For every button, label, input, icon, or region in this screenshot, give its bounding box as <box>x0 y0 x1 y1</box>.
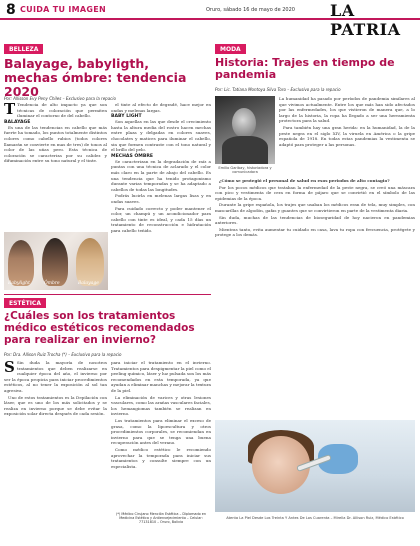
belleza-para5: Podrás lucirla en melenas largas lisas y en ondas suaves. <box>111 193 211 204</box>
model-babylight <box>8 240 34 286</box>
moda-para6: Mientras tanto, evita aumentar tu cuidado en casa, lava tu ropa con frecuencia, protégete y protege a los demás. <box>215 226 415 238</box>
moda-para3: Por los pocos médicos que trataban la enfermedad de la peste negra, se creó una máscara con pico y vestimenta de cera en forma de pájaro que se convirtió en el símbolo de las epidemias de la época. <box>215 184 415 201</box>
belleza-col1 <box>4 102 107 230</box>
estetica-para4: La eliminación de varices y otras lesiones vasculares, como las arañas vasculares faciales, los hemangiomas también se realizan en invierno. <box>111 394 211 417</box>
model-ombre <box>42 238 68 286</box>
section-divider <box>4 294 211 295</box>
estetica-para3: para iniciar el tratamiento en el invierno. Tratamientos para despigmentar la piel como el peeling químico, láser y luz pulsada son los más recomendados en esta temporada, ya que ayudan a eliminar manchas y mejorar la textura de la piel. <box>111 360 211 393</box>
estetica-col1 <box>4 360 107 542</box>
moda-para2: ¿Cómo se protegió el personal de salud en esos periodos de alto contagio? <box>219 178 390 183</box>
belleza-intro: Tendencia de alto impacto ya que son técnicas de coloración que permiten iluminar el contorno de del cabello. <box>17 102 107 119</box>
photo-label-ombre: Ómbre <box>44 281 60 286</box>
estetica-para2: Uno de estos tratamientos es la Depilación con láser, que es uno de los más solicitados y se realiza en invierno porque se debe evitar la exposición solar directa después de cada sesión. <box>4 394 107 417</box>
model-balayage <box>76 238 104 286</box>
estetica-para1: Sin duda la mayoría de nosotros tratamientos que deben realizarse en cualquier época del año, el invierno por ser la época propicia para iniciar procedimientos estéticos, al no tener la exposición al sol tan agresiva. <box>4 360 107 393</box>
section-tag-belleza: BELLEZA <box>4 44 43 54</box>
estetica-credits: (*) Médico Cirujano Mención Estética – Diplomado en Medicina Estética y Antienvejecimiento – Celular: 77131810 – Oruro, Bolivia <box>115 512 206 525</box>
cosmetic-treatment-photo <box>215 420 415 512</box>
historian-face <box>232 108 256 138</box>
estetica-byline: Por: Dra. Allison Ruiz Trocha (*) – Exclusivo para la repacio <box>4 352 122 357</box>
photo-label-balayage: Balayage <box>78 281 99 286</box>
belleza-headline: Balayage, babyligth, mechas ómbre: tendencia 2020 <box>4 56 187 99</box>
belleza-para4: Se caracterizan en la degradación de raíz a puntas con una técnica de aclarado y el color más claro en la parte de abajo del cabello. Es una tendencia que ha tenido protagonismo durante varias temporadas y se ha adaptado a cabellos de todas las longitudes. <box>111 158 211 192</box>
moda-para4: Durante la gripe española, los trajes que usaban los médicos eran de tela, muy simples, con mascarillas de algodón, gafas y guantes que se convirtieron en parte de la vestimenta diaria. <box>215 202 415 213</box>
estetica-para6: Como médico estético le recomiendo aprovechar la temporada para iniciar sus tratamientos y consulte siempre con un especialista. <box>111 446 211 469</box>
dropcap: T <box>4 102 16 118</box>
section-tag-moda: MODA <box>215 44 246 54</box>
moda-col-right <box>279 96 415 178</box>
estetica-para5: Los tratamientos para eliminar el exceso de grasa, como la lipoescultura y otros procedimientos corporales, se recomiendan en invierno para que se tenga una buena recuperación antes del verano. <box>111 417 211 446</box>
belleza-para3: Son aquellas en las que desde el crecimiento hasta la altura media del rostro hacen mechas entre plaza y delgadas en colores suaves, chocolates y matices para iluminar el cabello, sin que formen contraste con el tono natural y el brillo del pelo. <box>111 119 211 153</box>
section-title: CUIDA TU IMAGEN <box>20 5 107 14</box>
issue-date: Oruro, sábado 16 de mayo de 2020 <box>206 7 295 13</box>
moda-headline: Historia: Trajes en tiempo de pandemia <box>215 56 395 82</box>
estetica-headline: ¿Cuáles son los tratamientos médico estéticos recomendados para realizar en invierno? <box>4 310 195 346</box>
moda-byline: Por: Lic. Tatiana Montoya Silva Toro – Exclusivo para la repacio <box>215 87 341 92</box>
newspaper-logo: LA PATRIA <box>330 1 401 39</box>
belleza-col2 <box>111 102 211 290</box>
belleza-sub-balayage: BALAYAGE <box>4 119 31 125</box>
page-number: 8 <box>6 2 16 18</box>
moda-col-full <box>215 178 415 360</box>
belleza-byline: Por: Allisson Evy Peny Chiles – Exclusivo para la repacio <box>4 96 116 101</box>
photo-label-babylight: Babylight <box>8 281 30 286</box>
belleza-sub-ombre: MECHAS ÓMBRE <box>111 153 154 159</box>
section-tag-estetica: ESTÉTICA <box>4 298 46 308</box>
dropcap-estetica: S <box>4 360 15 376</box>
estetica-col2 <box>111 360 211 508</box>
belleza-para6: Para cuidado correcto y poder mantener el color, un champú y un acondicionador para cabello con tinte es ideal, y cada 15 días un tratamiento de reconstrucción e hidratación para cabello teñido. <box>111 205 211 233</box>
historian-caption: Emilio Garibay, historiadora y comunicadora <box>218 166 272 175</box>
belleza-para2: el tinte al efecto de degradé, hace mejor en ondas y melenas largas. <box>111 102 211 113</box>
belleza-sub-babylight: BABY LIGHT <box>111 114 142 120</box>
estetica-photo-credit: Atenta La Piel Desde Los Treinta Y Antes De Los Cuarenta – Mirella Dr. Allison Ruiz, Médico Estético <box>226 516 404 520</box>
belleza-para1: Es una de las tendencias en cabello que más fuerte ha tomado, los puntos totalmente distintos colores como cabello rubios (todos colores llamarán se convierte en mas de tres) de tonos al color de las uñas pero. Esta técnica de coloración se caracteriza por su calidez y difuminación entre su tono natural y el tinte. <box>4 124 107 164</box>
moda-intro: La humanidad ha pasado por períodos de pandemia similares al que vivimos actualmente. Entre los que más han sido afectados por las enfermedades, los que vistieron de manera que, a lo largo de la historia, la ropa ha llegado a ser una herramienta protectora para la salud. <box>279 96 415 124</box>
moda-para1: Para también hay una gran herida: en la humanidad, la de la peste negra en el siglo XIV, la viruela en América o la gripe española de 1918. En todas estas pandemias la vestimenta se adaptó para proteger a las personas. <box>279 124 415 147</box>
historian-body <box>222 136 268 164</box>
moda-para5: Sin duda, muchas de las tendencias de bioseguridad de hoy nacieron en pandemias anteriores. <box>215 214 415 226</box>
